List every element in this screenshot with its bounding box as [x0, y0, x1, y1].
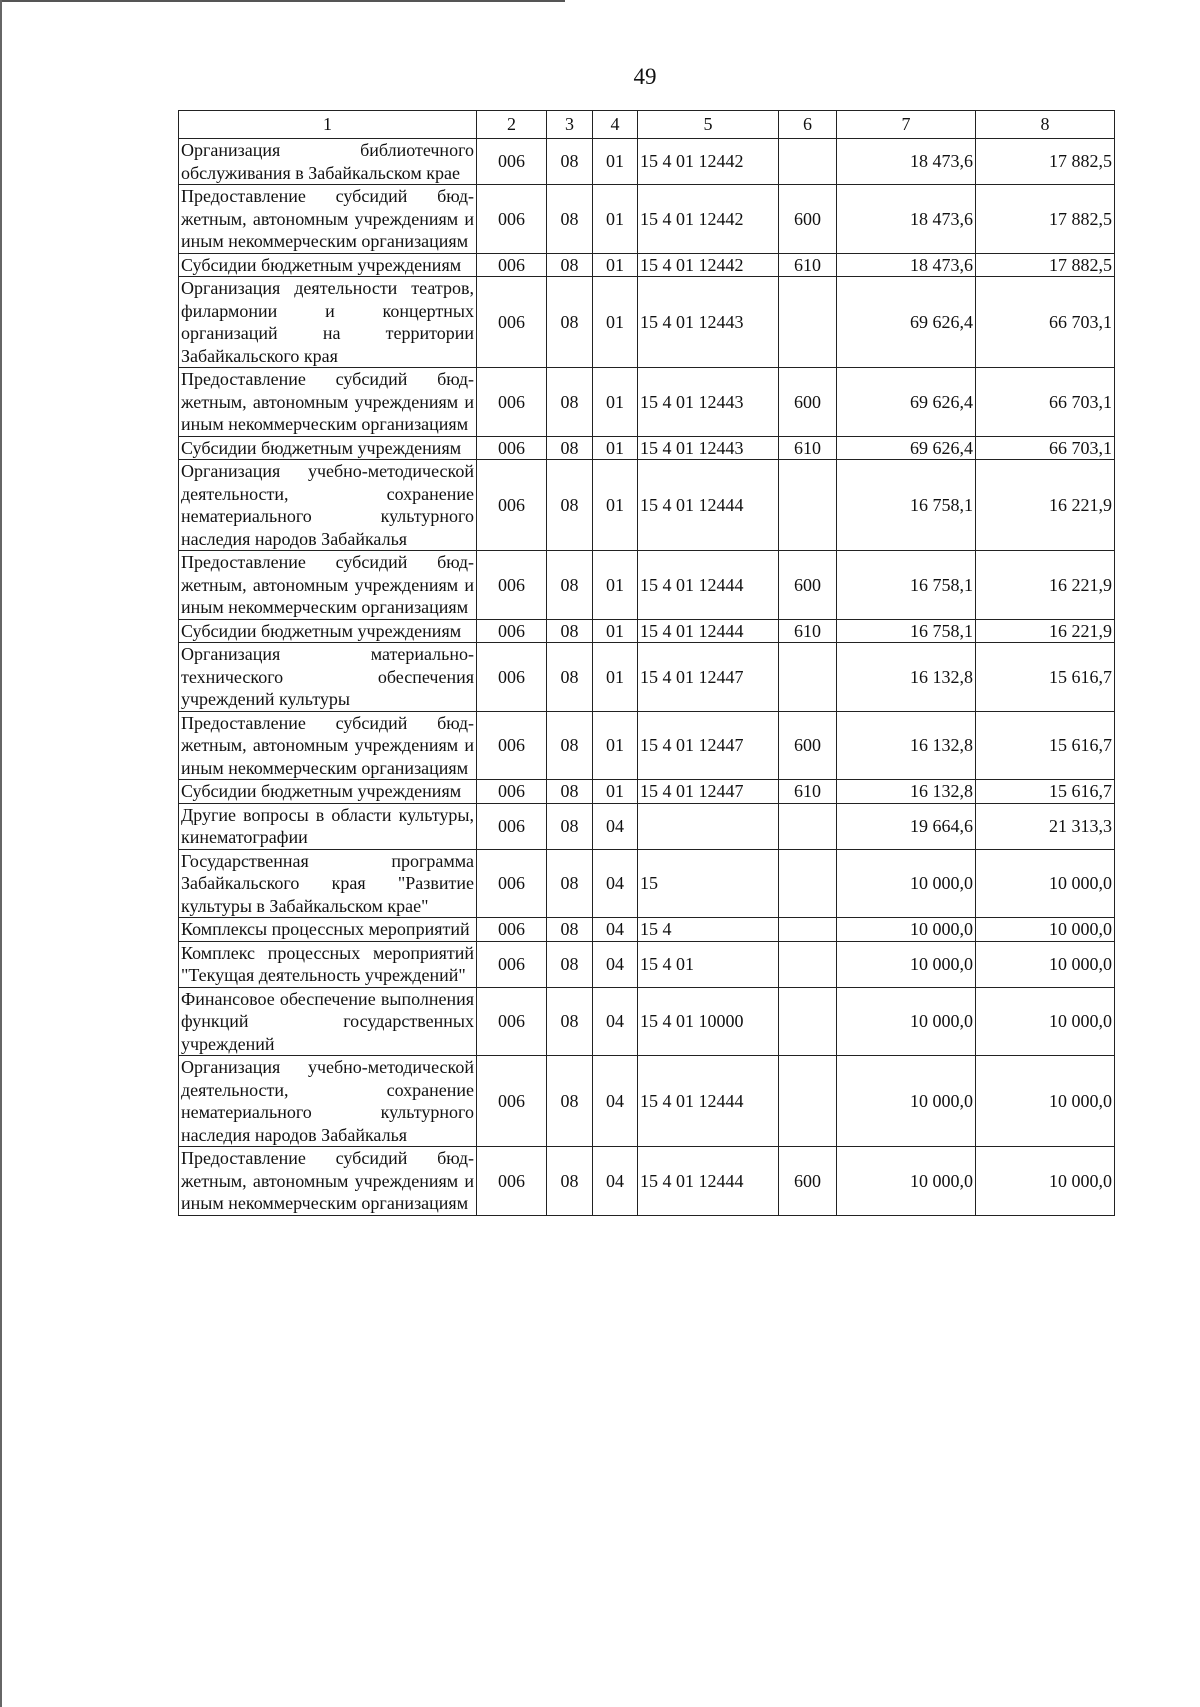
target-article-cell: 15 4 01 12444 — [638, 1147, 779, 1216]
row-name-cell: Другие вопросы в области культуры, кинематографии — [179, 803, 477, 849]
amount-col7-cell: 19 664,6 — [837, 803, 976, 849]
subsection-code-cell: 01 — [593, 436, 638, 460]
amount-col7-cell: 16 758,1 — [837, 551, 976, 620]
amount-col8-cell: 15 616,7 — [976, 643, 1115, 712]
amount-col7-cell: 18 473,6 — [837, 253, 976, 277]
column-header: 8 — [976, 111, 1115, 139]
section-code-cell: 08 — [547, 1147, 593, 1216]
section-code-cell: 08 — [547, 918, 593, 942]
subsection-code-cell: 01 — [593, 460, 638, 551]
row-name-cell: Финансовое обеспечение выполнения функций государственных учреждений — [179, 987, 477, 1056]
row-name-cell: Комплексы процессных мероприятий — [179, 918, 477, 942]
amount-col8-cell: 10 000,0 — [976, 918, 1115, 942]
expense-type-cell — [779, 1056, 837, 1147]
page-number: 49 — [633, 64, 657, 89]
row-name-cell: Организация материально-технического обеспечения учреждений культуры — [179, 643, 477, 712]
expense-type-cell: 610 — [779, 436, 837, 460]
expense-type-cell — [779, 277, 837, 368]
amount-col8-cell: 10 000,0 — [976, 1147, 1115, 1216]
subsection-code-cell: 01 — [593, 139, 638, 185]
ministry-code-cell: 006 — [477, 918, 547, 942]
ministry-code-cell: 006 — [477, 139, 547, 185]
table-row — [179, 711, 1115, 780]
amount-col7-cell: 16 132,8 — [837, 780, 976, 804]
target-article-cell — [638, 803, 779, 849]
section-code-cell: 08 — [547, 1056, 593, 1147]
subsection-code-cell: 01 — [593, 277, 638, 368]
column-header: 3 — [547, 111, 593, 139]
subsection-code-cell: 01 — [593, 253, 638, 277]
expense-type-cell — [779, 941, 837, 987]
ministry-code-cell: 006 — [477, 1147, 547, 1216]
expense-type-cell — [779, 987, 837, 1056]
header-row — [179, 111, 1115, 139]
target-article-cell: 15 4 01 12442 — [638, 253, 779, 277]
ministry-code-cell: 006 — [477, 619, 547, 643]
target-article-cell: 15 4 01 — [638, 941, 779, 987]
subsection-code-cell: 04 — [593, 1056, 638, 1147]
subsection-code-cell: 01 — [593, 643, 638, 712]
ministry-code-cell: 006 — [477, 460, 547, 551]
expense-type-cell — [779, 803, 837, 849]
ministry-code-cell: 006 — [477, 185, 547, 254]
section-code-cell: 08 — [547, 941, 593, 987]
row-name-cell: Субсидии бюджетным учреждениям — [179, 619, 477, 643]
expense-type-cell: 600 — [779, 551, 837, 620]
row-name-cell: Государственная программа Забайкальского края "Развитие культуры в Забайкальском крае" — [179, 849, 477, 918]
table-row — [179, 368, 1115, 437]
amount-col7-cell: 10 000,0 — [837, 941, 976, 987]
expense-type-cell: 610 — [779, 780, 837, 804]
table-row — [179, 803, 1115, 849]
expense-type-cell: 600 — [779, 711, 837, 780]
column-header: 6 — [779, 111, 837, 139]
row-name-cell: Субсидии бюджетным учреждениям — [179, 253, 477, 277]
target-article-cell: 15 4 01 12444 — [638, 1056, 779, 1147]
row-name-cell: Комплекс процессных мероприятий "Текущая деятельность учреждений" — [179, 941, 477, 987]
section-code-cell: 08 — [547, 780, 593, 804]
section-code-cell: 08 — [547, 139, 593, 185]
row-name-cell: Предоставление субсидий бюджетным, автономным учреждениям и иным некоммерческим организациям — [179, 711, 477, 780]
subsection-code-cell: 04 — [593, 1147, 638, 1216]
section-code-cell: 08 — [547, 460, 593, 551]
ministry-code-cell: 006 — [477, 1056, 547, 1147]
amount-col7-cell: 10 000,0 — [837, 1147, 976, 1216]
ministry-code-cell: 006 — [477, 780, 547, 804]
target-article-cell: 15 4 01 12442 — [638, 139, 779, 185]
row-name-cell: Организация библиотечного обслуживания в Забайкальском крае — [179, 139, 477, 185]
amount-col8-cell: 10 000,0 — [976, 987, 1115, 1056]
amount-col7-cell: 16 758,1 — [837, 619, 976, 643]
subsection-code-cell: 04 — [593, 849, 638, 918]
table-row — [179, 436, 1115, 460]
ministry-code-cell: 006 — [477, 941, 547, 987]
amount-col7-cell: 18 473,6 — [837, 185, 976, 254]
column-header: 5 — [638, 111, 779, 139]
section-code-cell: 08 — [547, 368, 593, 437]
ministry-code-cell: 006 — [477, 551, 547, 620]
target-article-cell: 15 4 01 12443 — [638, 368, 779, 437]
column-header: 1 — [179, 111, 477, 139]
ministry-code-cell: 006 — [477, 253, 547, 277]
amount-col8-cell: 21 313,3 — [976, 803, 1115, 849]
subsection-code-cell: 01 — [593, 619, 638, 643]
table-row — [179, 139, 1115, 185]
ministry-code-cell: 006 — [477, 643, 547, 712]
table-row — [179, 643, 1115, 712]
target-article-cell: 15 4 01 10000 — [638, 987, 779, 1056]
target-article-cell: 15 4 01 12443 — [638, 436, 779, 460]
amount-col7-cell: 10 000,0 — [837, 849, 976, 918]
row-name-cell: Предоставление субсидий бюджетным, автономным учреждениям и иным некоммерческим организациям — [179, 551, 477, 620]
amount-col7-cell: 69 626,4 — [837, 436, 976, 460]
target-article-cell: 15 4 01 12447 — [638, 711, 779, 780]
table-row — [179, 780, 1115, 804]
ministry-code-cell: 006 — [477, 368, 547, 437]
ministry-code-cell: 006 — [477, 803, 547, 849]
expense-type-cell — [779, 918, 837, 942]
target-article-cell: 15 4 01 12443 — [638, 277, 779, 368]
amount-col8-cell: 17 882,5 — [976, 139, 1115, 185]
target-article-cell: 15 4 01 12447 — [638, 780, 779, 804]
amount-col8-cell: 17 882,5 — [976, 185, 1115, 254]
subsection-code-cell: 01 — [593, 711, 638, 780]
ministry-code-cell: 006 — [477, 849, 547, 918]
row-name-cell: Организация учебно-методической деятельности, сохранение нематериального культурного наследия народов Забайкалья — [179, 460, 477, 551]
target-article-cell: 15 4 01 12444 — [638, 460, 779, 551]
subsection-code-cell: 01 — [593, 185, 638, 254]
ministry-code-cell: 006 — [477, 987, 547, 1056]
subsection-code-cell: 04 — [593, 987, 638, 1056]
row-name-cell: Организация деятельности театров, филармонии и концертных организаций на территории Забайкальского края — [179, 277, 477, 368]
ministry-code-cell: 006 — [477, 277, 547, 368]
column-header: 4 — [593, 111, 638, 139]
amount-col8-cell: 10 000,0 — [976, 1056, 1115, 1147]
expense-type-cell — [779, 643, 837, 712]
section-code-cell: 08 — [547, 551, 593, 620]
table-row — [179, 185, 1115, 254]
row-name-cell: Предоставление субсидий бюджетным, автономным учреждениям и иным некоммерческим организациям — [179, 368, 477, 437]
subsection-code-cell: 01 — [593, 780, 638, 804]
amount-col7-cell: 69 626,4 — [837, 277, 976, 368]
amount-col8-cell: 66 703,1 — [976, 368, 1115, 437]
budget-table — [178, 110, 1115, 1216]
section-code-cell: 08 — [547, 643, 593, 712]
subsection-code-cell: 04 — [593, 941, 638, 987]
table-row — [179, 619, 1115, 643]
target-article-cell: 15 — [638, 849, 779, 918]
subsection-code-cell: 04 — [593, 918, 638, 942]
table-row — [179, 253, 1115, 277]
table-row — [179, 460, 1115, 551]
row-name-cell: Предоставление субсидий бюджетным, автономным учреждениям и иным некоммерческим организациям — [179, 1147, 477, 1216]
table-row — [179, 277, 1115, 368]
amount-col7-cell: 10 000,0 — [837, 1056, 976, 1147]
section-code-cell: 08 — [547, 849, 593, 918]
target-article-cell: 15 4 01 12447 — [638, 643, 779, 712]
amount-col8-cell: 66 703,1 — [976, 277, 1115, 368]
column-header: 2 — [477, 111, 547, 139]
table-row — [179, 551, 1115, 620]
expense-type-cell — [779, 460, 837, 551]
scan-top-border — [0, 0, 565, 2]
table-row — [179, 849, 1115, 918]
section-code-cell: 08 — [547, 277, 593, 368]
amount-col8-cell: 66 703,1 — [976, 436, 1115, 460]
expense-type-cell — [779, 849, 837, 918]
amount-col7-cell: 16 758,1 — [837, 460, 976, 551]
column-header: 7 — [837, 111, 976, 139]
table-row — [179, 1056, 1115, 1147]
row-name-cell: Предоставление субсидий бюджетным, автономным учреждениям и иным некоммерческим организациям — [179, 185, 477, 254]
amount-col8-cell: 10 000,0 — [976, 849, 1115, 918]
section-code-cell: 08 — [547, 619, 593, 643]
amount-col8-cell: 16 221,9 — [976, 460, 1115, 551]
ministry-code-cell: 006 — [477, 711, 547, 780]
target-article-cell: 15 4 — [638, 918, 779, 942]
expense-type-cell — [779, 139, 837, 185]
subsection-code-cell: 01 — [593, 368, 638, 437]
target-article-cell: 15 4 01 12442 — [638, 185, 779, 254]
table-row — [179, 941, 1115, 987]
row-name-cell: Субсидии бюджетным учреждениям — [179, 780, 477, 804]
section-code-cell: 08 — [547, 436, 593, 460]
section-code-cell: 08 — [547, 185, 593, 254]
amount-col8-cell: 15 616,7 — [976, 711, 1115, 780]
amount-col7-cell: 18 473,6 — [837, 139, 976, 185]
amount-col7-cell: 10 000,0 — [837, 918, 976, 942]
amount-col7-cell: 16 132,8 — [837, 711, 976, 780]
section-code-cell: 08 — [547, 803, 593, 849]
target-article-cell: 15 4 01 12444 — [638, 619, 779, 643]
amount-col7-cell: 10 000,0 — [837, 987, 976, 1056]
section-code-cell: 08 — [547, 711, 593, 780]
section-code-cell: 08 — [547, 253, 593, 277]
table-row — [179, 918, 1115, 942]
table-row — [179, 1147, 1115, 1216]
subsection-code-cell: 01 — [593, 551, 638, 620]
expense-type-cell: 600 — [779, 1147, 837, 1216]
amount-col8-cell: 15 616,7 — [976, 780, 1115, 804]
expense-type-cell: 600 — [779, 368, 837, 437]
expense-type-cell: 610 — [779, 253, 837, 277]
amount-col8-cell: 16 221,9 — [976, 619, 1115, 643]
subsection-code-cell: 04 — [593, 803, 638, 849]
ministry-code-cell: 006 — [477, 436, 547, 460]
amount-col8-cell: 17 882,5 — [976, 253, 1115, 277]
target-article-cell: 15 4 01 12444 — [638, 551, 779, 620]
scan-left-border — [0, 0, 2, 1707]
amount-col7-cell: 69 626,4 — [837, 368, 976, 437]
amount-col8-cell: 10 000,0 — [976, 941, 1115, 987]
row-name-cell: Организация учебно-методической деятельности, сохранение нематериального культурного наследия народов Забайкалья — [179, 1056, 477, 1147]
section-code-cell: 08 — [547, 987, 593, 1056]
expense-type-cell: 600 — [779, 185, 837, 254]
amount-col8-cell: 16 221,9 — [976, 551, 1115, 620]
table-row — [179, 987, 1115, 1056]
expense-type-cell: 610 — [779, 619, 837, 643]
amount-col7-cell: 16 132,8 — [837, 643, 976, 712]
row-name-cell: Субсидии бюджетным учреждениям — [179, 436, 477, 460]
